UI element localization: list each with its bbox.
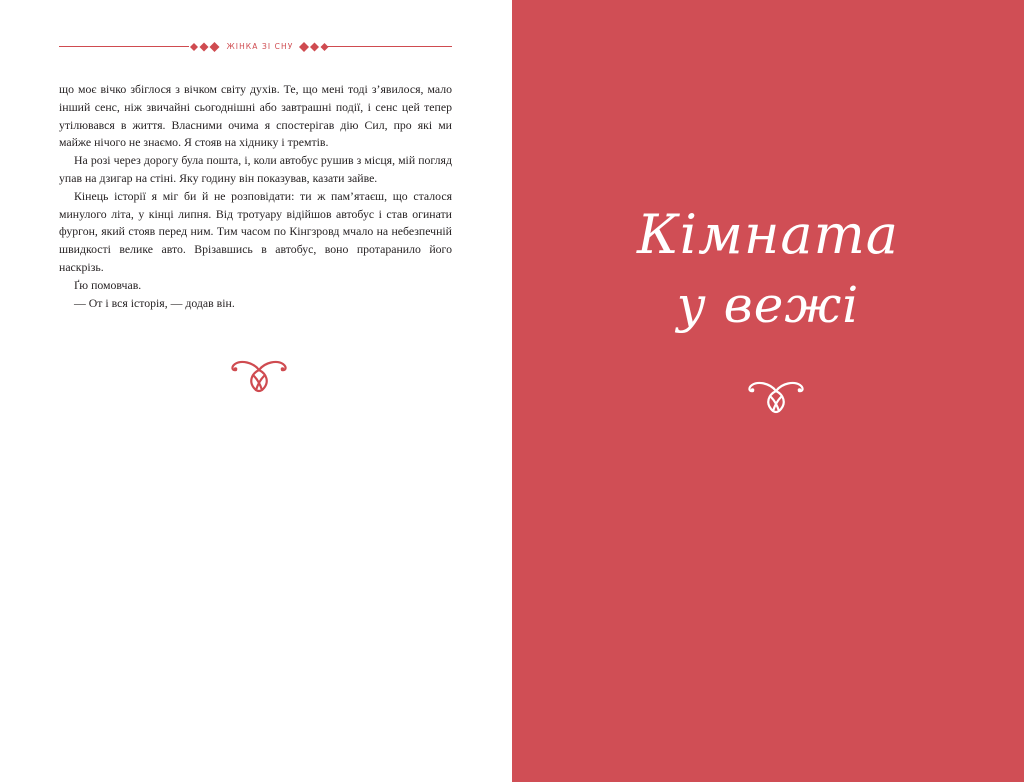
- flourish-ornament-icon: [227, 356, 291, 396]
- running-head-rule-left: [59, 46, 189, 47]
- running-head-rule-right: [322, 46, 452, 47]
- chapter-title-line2: у вежі: [676, 276, 860, 334]
- paragraph: — От і вся історія, — додав він.: [74, 295, 235, 310]
- paragraph: Ґю помовчав.: [74, 277, 142, 292]
- chapter-title: [512, 200, 1024, 340]
- diamond-ornament-icon: [299, 41, 329, 53]
- paragraph: що моє вічко збіглося з вічком світу духів. Те, що мені тоді з’явилося, мало інший сенс, ніж звичайні сьогоднішні або завтрашні події, і сенс цей тепер утілювався в життя. Власними очима я спостерігав дію Сил, про які ми майже нічого не знаємо. Я стояв на хіднику і тремтів.: [59, 82, 452, 150]
- right-page: [512, 0, 1024, 782]
- running-head: [59, 41, 452, 53]
- body-text: [59, 81, 452, 312]
- paragraph: Кінець історії я міг би й не розповідати: ти ж пам’ятаєш, що сталося минулого літа, у кінці липня. Від тротуару відійшов автобус і став огинати фургон, який стояв перед ним. Тим часом по Кінгзровд мчало на небезпечній швидкості велике авто. Врізавшись в автобус, воно протаранило його наскрізь.: [59, 188, 452, 274]
- paragraph: На розі через дорогу була пошта, і, коли автобус рушив з місця, мій погляд упав на дзигар на стіні. Яку годину він показував, казати зайве.: [59, 153, 452, 185]
- flourish-ornament-icon: [744, 377, 808, 417]
- running-head-title: ЖІНКА ЗІ СНУ: [226, 42, 294, 51]
- chapter-title-line1: Кімната: [637, 203, 899, 266]
- diamond-ornament-icon: [190, 41, 220, 53]
